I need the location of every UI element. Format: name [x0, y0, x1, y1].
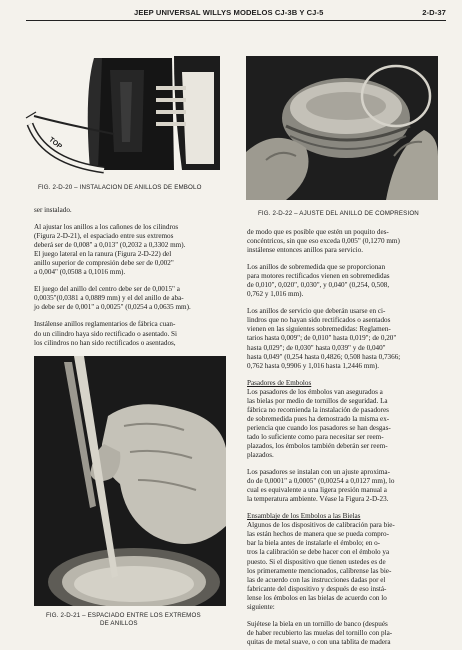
paragraph-oversize-rings: Los anillos de sobremedida que se proporcionan para motores rectificados vienen en sobremedidas de 0,010", 0,020", 0,030", y 0,040" (0,254, 0,508, 0,762 y 1,016 mm).	[247, 263, 390, 299]
ring-installation-illustration	[24, 52, 224, 180]
heading-ensamblaje: Ensamblaje de los Embolos a las Bielas	[247, 512, 361, 521]
figure-2-d-21	[34, 356, 226, 606]
figure-2-d-21-caption-line1: FIG. 2-D-21 – ESPACIADO ENTRE LOS EXTREMOS	[46, 612, 201, 619]
paragraph-pin-fit: Los pasadores se instalan con un ajuste aproxima- do de 0,0001" a 0,0005" (0,00254 a 0,0127 mm), lo cual es equivalente a una ligera presión manual a la temperatura ambiente. Véase la Figura 2-D-23.	[247, 468, 395, 504]
manual-title: JEEP UNIVERSAL WILLYS MODELOS CJ-3B Y CJ-5	[134, 8, 324, 17]
paragraph-center-ring: El juego del anillo del centro debe ser de 0,0015" a 0,0035"(0,0381 a 0,0889 mm) y el del anillo de aba- jo debe ser de 0,001" a 0,0025" (0,0254 a 0,0635 mm).	[34, 285, 191, 312]
heading-pasadores: Pasadores de Embolos	[247, 378, 312, 387]
figure-2-d-20	[24, 52, 224, 180]
paragraph-vise: Sujétese la biela en un tornillo de banco (después de haber recubierto las muelas del tornillo con pla- quitas de metal suave, o con una tablita de madera	[247, 619, 393, 646]
ring-top-marking: TOP	[47, 136, 63, 151]
figure-2-d-22-caption: FIG. 2-D-22 – AJUSTE DEL ANILLO DE COMPRESION	[258, 210, 419, 217]
paragraph-ring-gap: Al ajustar los anillos a los cañones de los cilindros (Figura 2-D-21), el espaciado entre sus extremos deberá ser de 0,008" a 0,013" (0,2032 a 0,3302 mm). El juego lateral en la ranura (Figura 2-D-22) del anillo superior de compresión debe ser de 0,002" a 0,004" (0,0508 a 0,1016 mm).	[34, 223, 186, 277]
section-piston-pins: Pasadores de Embolos Los pasadores de los émbolos van asegurados a las bielas por medio de tornillos de seguridad. La fábrica no recomienda la instalación de pasadores de sobremedida pues ha demostrado la misma ex- periencia que cuando los pasadores se han desgas- tado lo suficiente como para necesitar ser reem- plazados, los émbolos también deberán ser reem- plazados.	[247, 378, 391, 460]
left-column-top	[34, 206, 191, 356]
paragraph-service-oversizes: Los anillos de servicio que deberán usarse en ci- lindros que no hayan sido rectificados o asentados vienen en las siguientes sobremedidas: Reglamen- tarios hasta 0,009"; de 0,010" hasta 0,019"; de 0,20" hasta 0,029"; de 0,030" hasta 0,039" y de 0,040" hasta 0,049" (0,254 hasta 0,4826; 0,508 hasta 0,7366; 0,762 hasta 0,9906 y 1,016 hasta 1,2446 mm).	[247, 307, 401, 370]
paragraph-ser-instalado: ser instalado.	[34, 206, 72, 214]
figure-2-d-20-caption: FIG. 2-D-20 – INSTALACION DE ANILLOS DE EMBOLO	[38, 184, 202, 191]
figure-2-d-22	[246, 56, 438, 200]
compression-ring-photo	[246, 56, 438, 200]
paragraph-service-rings: de modo que es posible que estén un poquito des- concéntricos, sin que eso exceda 0,005" (0,1270 mm) instálense entonces anillos para servicio.	[247, 228, 400, 255]
figure-2-d-21-caption-line2: DE ANILLOS	[100, 620, 138, 627]
right-column	[247, 228, 400, 647]
ring-gap-photo	[34, 356, 226, 606]
page-header	[26, 6, 446, 21]
page-number: 2-D-37	[422, 8, 446, 17]
paragraph-factory-rings: Instálense anillos reglamentarios de fábrica cuan- do un cilindro haya sido rectificado o asentado. Si los cilindros no han sido rectificados o asentados,	[34, 320, 177, 347]
section-piston-rod-assembly: Ensamblaje de los Embolos a las Bielas Algunos de los dispositivos de calibración para bie- las están hechos de manera que se pueda compro- bar la biela antes de instalarle el émbolo; en o- tros la calibración se debe hacer con el émbolo ya puesto. Si el dispositivo que tienen ustedes es de los primeramente mencionados, calíbrense las bie- las de acuerdo con las instrucciones dadas por el fabricante del dispositivo y después de eso instá- lense los émbolos en las bielas de acuerdo con lo siguiente:	[247, 512, 395, 611]
